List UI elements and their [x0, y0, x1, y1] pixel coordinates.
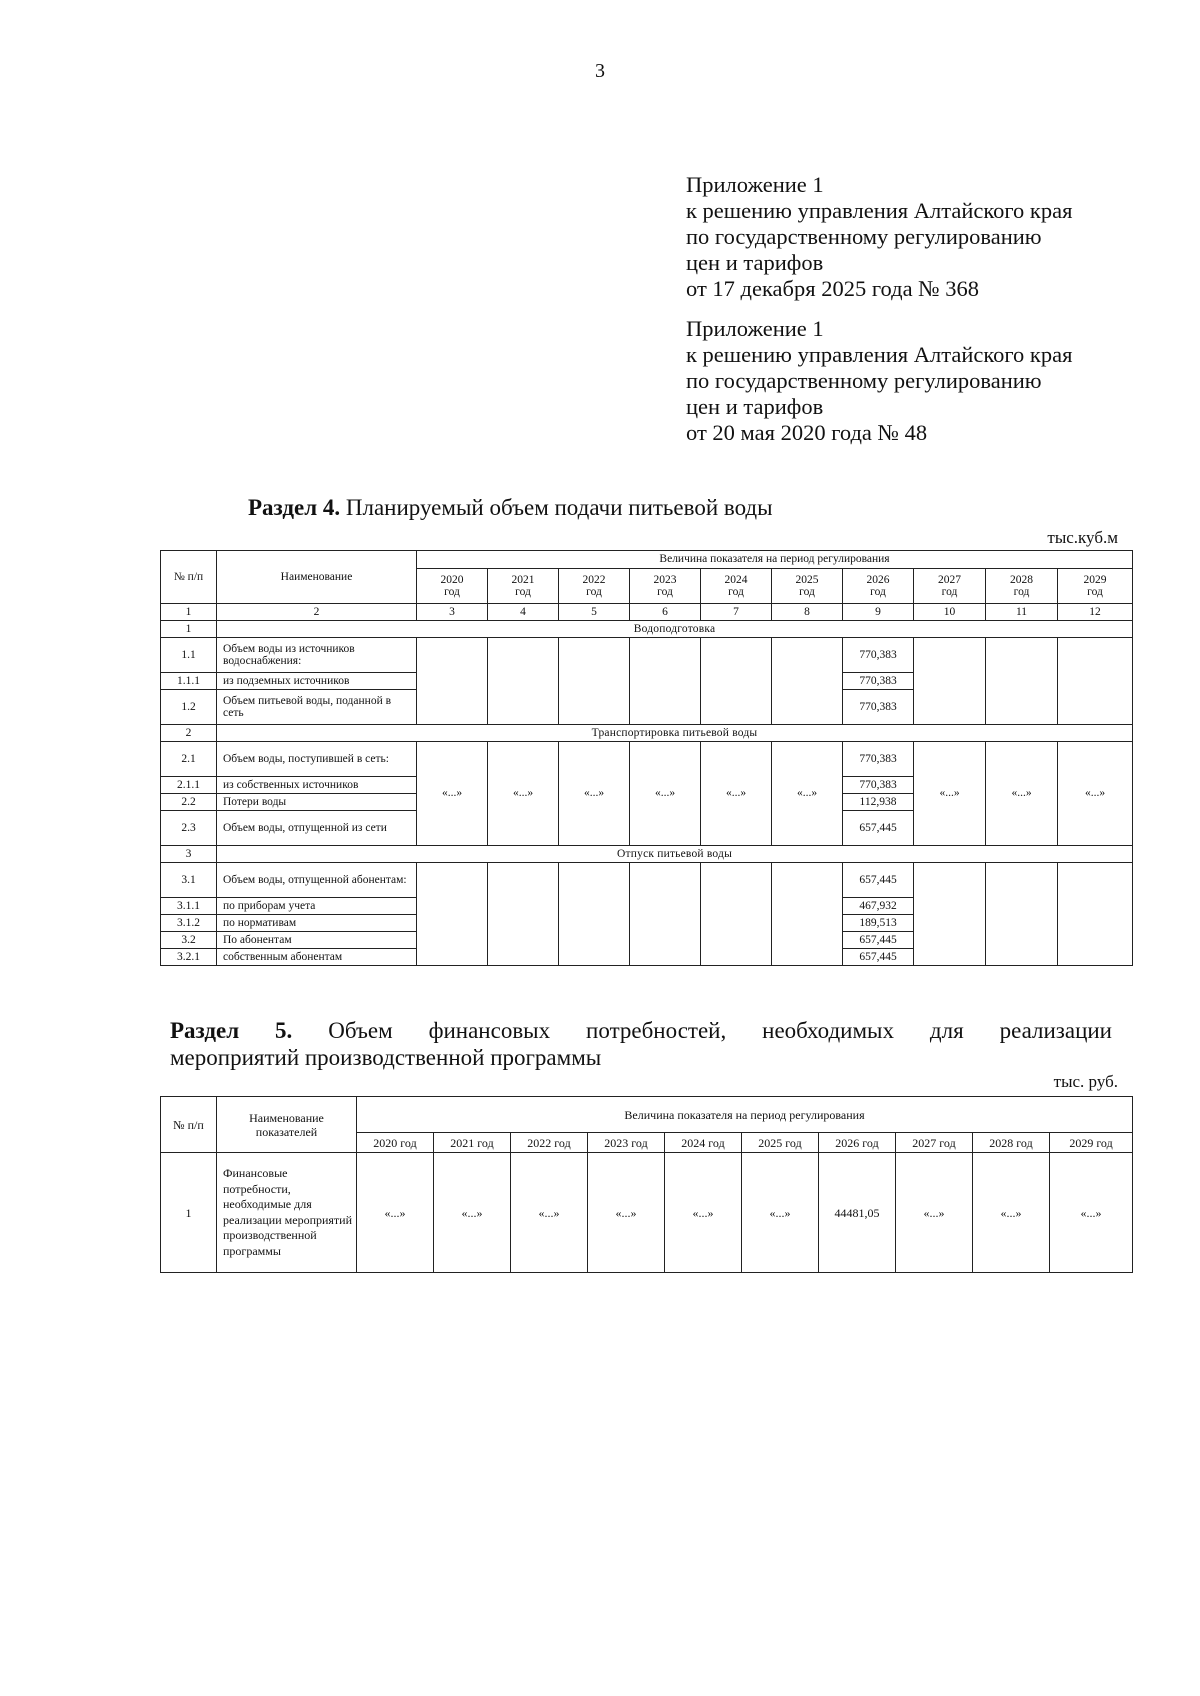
- header-year: [772, 569, 843, 604]
- row-num: 3.2.1: [161, 949, 217, 966]
- column-numbers-row: [161, 604, 1133, 621]
- year-number: 2024: [724, 573, 748, 586]
- row-value: «...»: [973, 1153, 1050, 1273]
- header-year: [843, 569, 914, 604]
- row-name: из собственных источников: [217, 777, 417, 794]
- column-number: 12: [1058, 604, 1133, 621]
- row-name: Потери воды: [217, 794, 417, 811]
- merged-year-cell: [701, 863, 772, 966]
- header-year: 2026 год: [819, 1133, 896, 1153]
- column-number: 9: [843, 604, 914, 621]
- section-4-unit: тыс.куб.м: [1047, 528, 1118, 547]
- appendix-2-block: [686, 316, 1156, 446]
- column-number: 8: [772, 604, 843, 621]
- year-number: 2020: [440, 573, 464, 586]
- row-value: «...»: [588, 1153, 665, 1273]
- header-row: [161, 1097, 1133, 1133]
- merged-year-cell: «...»: [772, 742, 843, 846]
- group-title: Отпуск питьевой воды: [217, 846, 1133, 863]
- column-number: 10: [914, 604, 986, 621]
- header-year: [986, 569, 1058, 604]
- appendix-1-line: от 17 декабря 2025 года № 368: [686, 276, 980, 301]
- section-5-title-bold: Раздел 5.: [170, 1018, 293, 1043]
- row-value: «...»: [511, 1153, 588, 1273]
- section-5-title-line-2: мероприятий производственной программы: [170, 1045, 602, 1070]
- row-num: 3.1.1: [161, 898, 217, 915]
- header-num: № п/п: [161, 1097, 217, 1153]
- appendix-2-line: Приложение 1: [686, 316, 824, 341]
- year-suffix: год: [1013, 586, 1030, 598]
- merged-year-cell: «...»: [630, 742, 701, 846]
- merged-year-cell: «...»: [914, 742, 986, 846]
- header-year: [1058, 569, 1133, 604]
- year-number: 2023: [653, 573, 677, 586]
- merged-year-cell: [701, 638, 772, 725]
- year-number: 2022: [582, 573, 606, 586]
- group-row: [161, 621, 1133, 638]
- row-value: «...»: [357, 1153, 434, 1273]
- section-5-title-line-1: [170, 1017, 1112, 1044]
- header-year: 2029 год: [1050, 1133, 1133, 1153]
- merged-year-cell: [417, 863, 488, 966]
- merged-year-cell: [914, 638, 986, 725]
- year-suffix: год: [515, 586, 531, 598]
- value-2026: 657,445: [843, 863, 914, 898]
- merged-year-cell: [630, 863, 701, 966]
- header-year: [488, 569, 559, 604]
- header-name: Наименование показателей: [217, 1097, 357, 1153]
- merged-year-cell: «...»: [1058, 742, 1133, 846]
- merged-year-cell: [914, 863, 986, 966]
- section-4-title-bold: Раздел 4.: [248, 495, 341, 520]
- merged-year-cell: [772, 638, 843, 725]
- header-year: 2020 год: [357, 1133, 434, 1153]
- merged-year-cell: [559, 863, 630, 966]
- appendix-1-line: по государственному регулированию: [686, 224, 1042, 249]
- row-value: «...»: [896, 1153, 973, 1273]
- column-number: 7: [701, 604, 772, 621]
- row-value: «...»: [434, 1153, 511, 1273]
- header-year: [914, 569, 986, 604]
- year-suffix: год: [799, 586, 815, 598]
- section-5-unit: тыс. руб.: [1053, 1072, 1118, 1091]
- header-year: [701, 569, 772, 604]
- value-2026: 770,383: [843, 777, 914, 794]
- row-name: по нормативам: [217, 915, 417, 932]
- row-num: 3.2: [161, 932, 217, 949]
- appendix-1-line: Приложение 1: [686, 172, 824, 197]
- header-year: [630, 569, 701, 604]
- year-suffix: год: [1087, 586, 1103, 598]
- header-period: Величина показателя на период регулирования: [357, 1097, 1133, 1133]
- column-number: 1: [161, 604, 217, 621]
- row-value: «...»: [1050, 1153, 1133, 1273]
- group-row: [161, 725, 1133, 742]
- row-name: Объем воды, поступившей в сеть:: [217, 742, 417, 777]
- header-year: 2025 год: [742, 1133, 819, 1153]
- merged-year-cell: «...»: [417, 742, 488, 846]
- value-2026: 657,445: [843, 811, 914, 846]
- data-row: [161, 863, 1133, 898]
- value-2026: 112,938: [843, 794, 914, 811]
- year-number: 2021: [511, 573, 535, 586]
- financial-needs-table-body: [161, 1097, 1133, 1273]
- page-number: 3: [595, 60, 605, 82]
- water-supply-table-body: [161, 551, 1133, 966]
- merged-year-cell: [1058, 863, 1133, 966]
- header-year: [559, 569, 630, 604]
- group-num: 3: [161, 846, 217, 863]
- row-num: 2.1: [161, 742, 217, 777]
- value-2026: 467,932: [843, 898, 914, 915]
- financial-needs-table: [160, 1096, 1133, 1273]
- value-2026: 770,383: [843, 690, 914, 725]
- merged-year-cell: [488, 638, 559, 725]
- column-number: 6: [630, 604, 701, 621]
- header-year: 2028 год: [973, 1133, 1050, 1153]
- section-4-title-text: Планируемый объем подачи питьевой воды: [340, 495, 773, 520]
- appendix-1-block: [686, 172, 1156, 302]
- appendix-1-line: к решению управления Алтайского края: [686, 198, 1073, 223]
- row-num: 1.1: [161, 638, 217, 673]
- data-row: [161, 742, 1133, 777]
- row-name: собственным абонентам: [217, 949, 417, 966]
- row-value: «...»: [742, 1153, 819, 1273]
- column-number: 2: [217, 604, 417, 621]
- row-name: Объем воды из источников водоснабжения:: [217, 638, 417, 673]
- year-suffix: год: [586, 586, 602, 598]
- header-row: [161, 551, 1133, 569]
- row-num: 1: [161, 1153, 217, 1273]
- merged-year-cell: [986, 638, 1058, 725]
- merged-year-cell: [772, 863, 843, 966]
- merged-year-cell: «...»: [559, 742, 630, 846]
- header-num: № п/п: [161, 551, 217, 604]
- merged-year-cell: [488, 863, 559, 966]
- group-title: Транспортировка питьевой воды: [217, 725, 1133, 742]
- group-num: 2: [161, 725, 217, 742]
- water-supply-table: [160, 550, 1133, 966]
- appendix-2-line: по государственному регулированию: [686, 368, 1042, 393]
- value-2026: 770,383: [843, 638, 914, 673]
- row-name: Объем воды, отпущенной абонентам:: [217, 863, 417, 898]
- section-5-title: [170, 1017, 1112, 1071]
- value-2026: 770,383: [843, 673, 914, 690]
- row-num: 2.1.1: [161, 777, 217, 794]
- value-2026: 657,445: [843, 932, 914, 949]
- data-row: [161, 638, 1133, 673]
- section-4-title: [248, 494, 773, 521]
- year-suffix: год: [870, 586, 886, 598]
- merged-year-cell: [986, 863, 1058, 966]
- column-number: 3: [417, 604, 488, 621]
- row-name: По абонентам: [217, 932, 417, 949]
- value-2026: 770,383: [843, 742, 914, 777]
- header-year: 2023 год: [588, 1133, 665, 1153]
- section-5-title-text: Объем финансовых потребностей, необходимых для реализации: [292, 1018, 1112, 1043]
- appendix-2-line: к решению управления Алтайского края: [686, 342, 1073, 367]
- group-num: 1: [161, 621, 217, 638]
- row-num: 1.1.1: [161, 673, 217, 690]
- column-number: 11: [986, 604, 1058, 621]
- column-number: 5: [559, 604, 630, 621]
- row-num: 3.1: [161, 863, 217, 898]
- merged-year-cell: «...»: [986, 742, 1058, 846]
- value-2026: 189,513: [843, 915, 914, 932]
- row-name: Финансовые потребности, необходимые для реализации мероприятий производственной программы: [217, 1153, 357, 1273]
- row-num: 3.1.2: [161, 915, 217, 932]
- year-suffix: год: [728, 586, 744, 598]
- row-num: 1.2: [161, 690, 217, 725]
- row-name: Объем питьевой воды, поданной в сеть: [217, 690, 417, 725]
- row-value: 44481,05: [819, 1153, 896, 1273]
- column-number: 4: [488, 604, 559, 621]
- row-name: из подземных источников: [217, 673, 417, 690]
- year-number: 2028: [1010, 573, 1033, 586]
- year-suffix: год: [657, 586, 673, 598]
- year-number: 2025: [795, 573, 819, 586]
- merged-year-cell: «...»: [488, 742, 559, 846]
- header-year: [417, 569, 488, 604]
- row-num: 2.3: [161, 811, 217, 846]
- group-title: Водоподготовка: [217, 621, 1133, 638]
- merged-year-cell: [1058, 638, 1133, 725]
- row-name: Объем воды, отпущенной из сети: [217, 811, 417, 846]
- merged-year-cell: [417, 638, 488, 725]
- year-number: 2027: [938, 573, 961, 586]
- group-row: [161, 846, 1133, 863]
- appendix-2-line: от 20 мая 2020 года № 48: [686, 420, 928, 445]
- header-year: 2024 год: [665, 1133, 742, 1153]
- data-row: [161, 1153, 1133, 1273]
- merged-year-cell: [630, 638, 701, 725]
- merged-year-cell: «...»: [701, 742, 772, 846]
- appendix-2-line: цен и тарифов: [686, 394, 824, 419]
- year-suffix: год: [444, 586, 460, 598]
- year-suffix: год: [941, 586, 958, 598]
- header-year: 2027 год: [896, 1133, 973, 1153]
- header-name: Наименование: [217, 551, 417, 604]
- value-2026: 657,445: [843, 949, 914, 966]
- row-num: 2.2: [161, 794, 217, 811]
- header-period: Величина показателя на период регулирования: [417, 551, 1133, 569]
- row-name: по приборам учета: [217, 898, 417, 915]
- header-year: 2021 год: [434, 1133, 511, 1153]
- year-number: 2029: [1083, 573, 1107, 586]
- row-value: «...»: [665, 1153, 742, 1273]
- merged-year-cell: [559, 638, 630, 725]
- year-number: 2026: [866, 573, 890, 586]
- appendix-1-line: цен и тарифов: [686, 250, 824, 275]
- header-year: 2022 год: [511, 1133, 588, 1153]
